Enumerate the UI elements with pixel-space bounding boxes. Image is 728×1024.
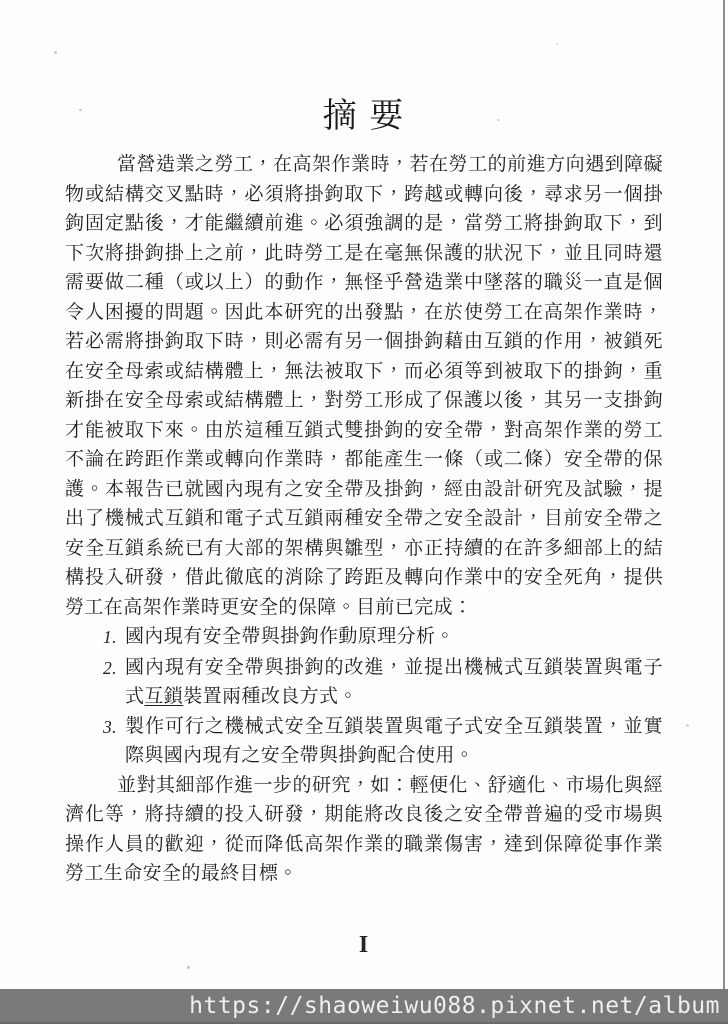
- list-item-number: 1.: [103, 627, 117, 647]
- list-item-3: [103, 712, 663, 771]
- scan-speck: [686, 724, 689, 727]
- list-item-text: 國內現有安全帶與掛鉤的改進，並提出機械式互鎖裝置與電子式互鎖裝置兩種改良方式。: [125, 656, 663, 707]
- page-number: I: [358, 932, 370, 958]
- watermark-bar: [0, 989, 728, 1024]
- scan-speck: [556, 43, 558, 45]
- page-title: 摘 要: [322, 98, 406, 135]
- list-item-number: 2.: [103, 657, 117, 678]
- list-item-2: [103, 653, 663, 712]
- list-item-text: 製作可行之機械式安全互鎖裝置與電子式安全互鎖裝置，並實際與國內現有之安全帶與掛鉤配合使用。: [125, 715, 663, 766]
- scan-speck: [497, 119, 500, 121]
- scan-edge-line: [723, 0, 725, 1024]
- list-item-text: 國內現有安全帶與掛鉤作動原理分析。: [125, 626, 455, 647]
- scan-speck: [187, 966, 190, 969]
- completed-items-list: [65, 622, 663, 771]
- scan-speck: [54, 51, 57, 54]
- abstract-paragraph-2: 並對其細部作進一步的研究，如：輕便化、舒適化、市場化與經濟化等，將持續的投入研發，期能將改良後之安全帶普遍的受市場與操作人員的歡迎，從而降低高架作業的職業傷害，達到保障從事作業勞工生命安全的最終目標。: [65, 774, 663, 884]
- list-item-number: 3.: [103, 716, 117, 737]
- abstract-paragraph-1: 當營造業之勞工，在高架作業時，若在勞工的前進方向遇到障礙物或結構交叉點時，必須將掛鉤取下，跨越或轉向後，尋求另一個掛鉤固定點後，才能繼續前進。必須強調的是，當勞工將掛鉤取下，到下次將掛鉤掛上之前，此時勞工是在毫無保護的狀況下，並且同時還需要做二種（或以上）的動作，無怪乎營造業中墜落的職災一直是個令人困擾的問題。因此本研究的出發點，在於使勞工在高架作業時，若必需將掛鉤取下時，則必需有另一個掛鉤藉由互鎖的作用，被鎖死在安全母索或結構體上，無法被取下，而必須等到被取下的掛鉤，重新掛在安全母索或結構體上，對勞工形成了保護以後，其另一支掛鉤才能被取下來。由於這種互鎖式雙掛鉤的安全帶，對高架作業的勞工不論在跨距作業或轉向作業時，都能產生一條（或二條）安全帶的保護。本報告已就國內現有之安全帶及掛鉤，經由設計研究及試驗，提出了機械式互鎖和電子式互鎖兩種安全帶之安全設計，目前安全帶之安全互鎖系統已有大部的架構與雛型，亦正持續的在許多細部上的結構投入研發，借此徹底的消除了跨距及轉向作業中的安全死角，提供勞工在高架作業時更安全的保障。目前已完成：: [65, 154, 663, 618]
- abstract-body: [65, 150, 663, 889]
- scan-speck: [79, 109, 82, 111]
- list-item-1: [103, 622, 663, 653]
- watermark-url: https://shaoweiwu088.pixnet.net/album: [189, 992, 720, 1019]
